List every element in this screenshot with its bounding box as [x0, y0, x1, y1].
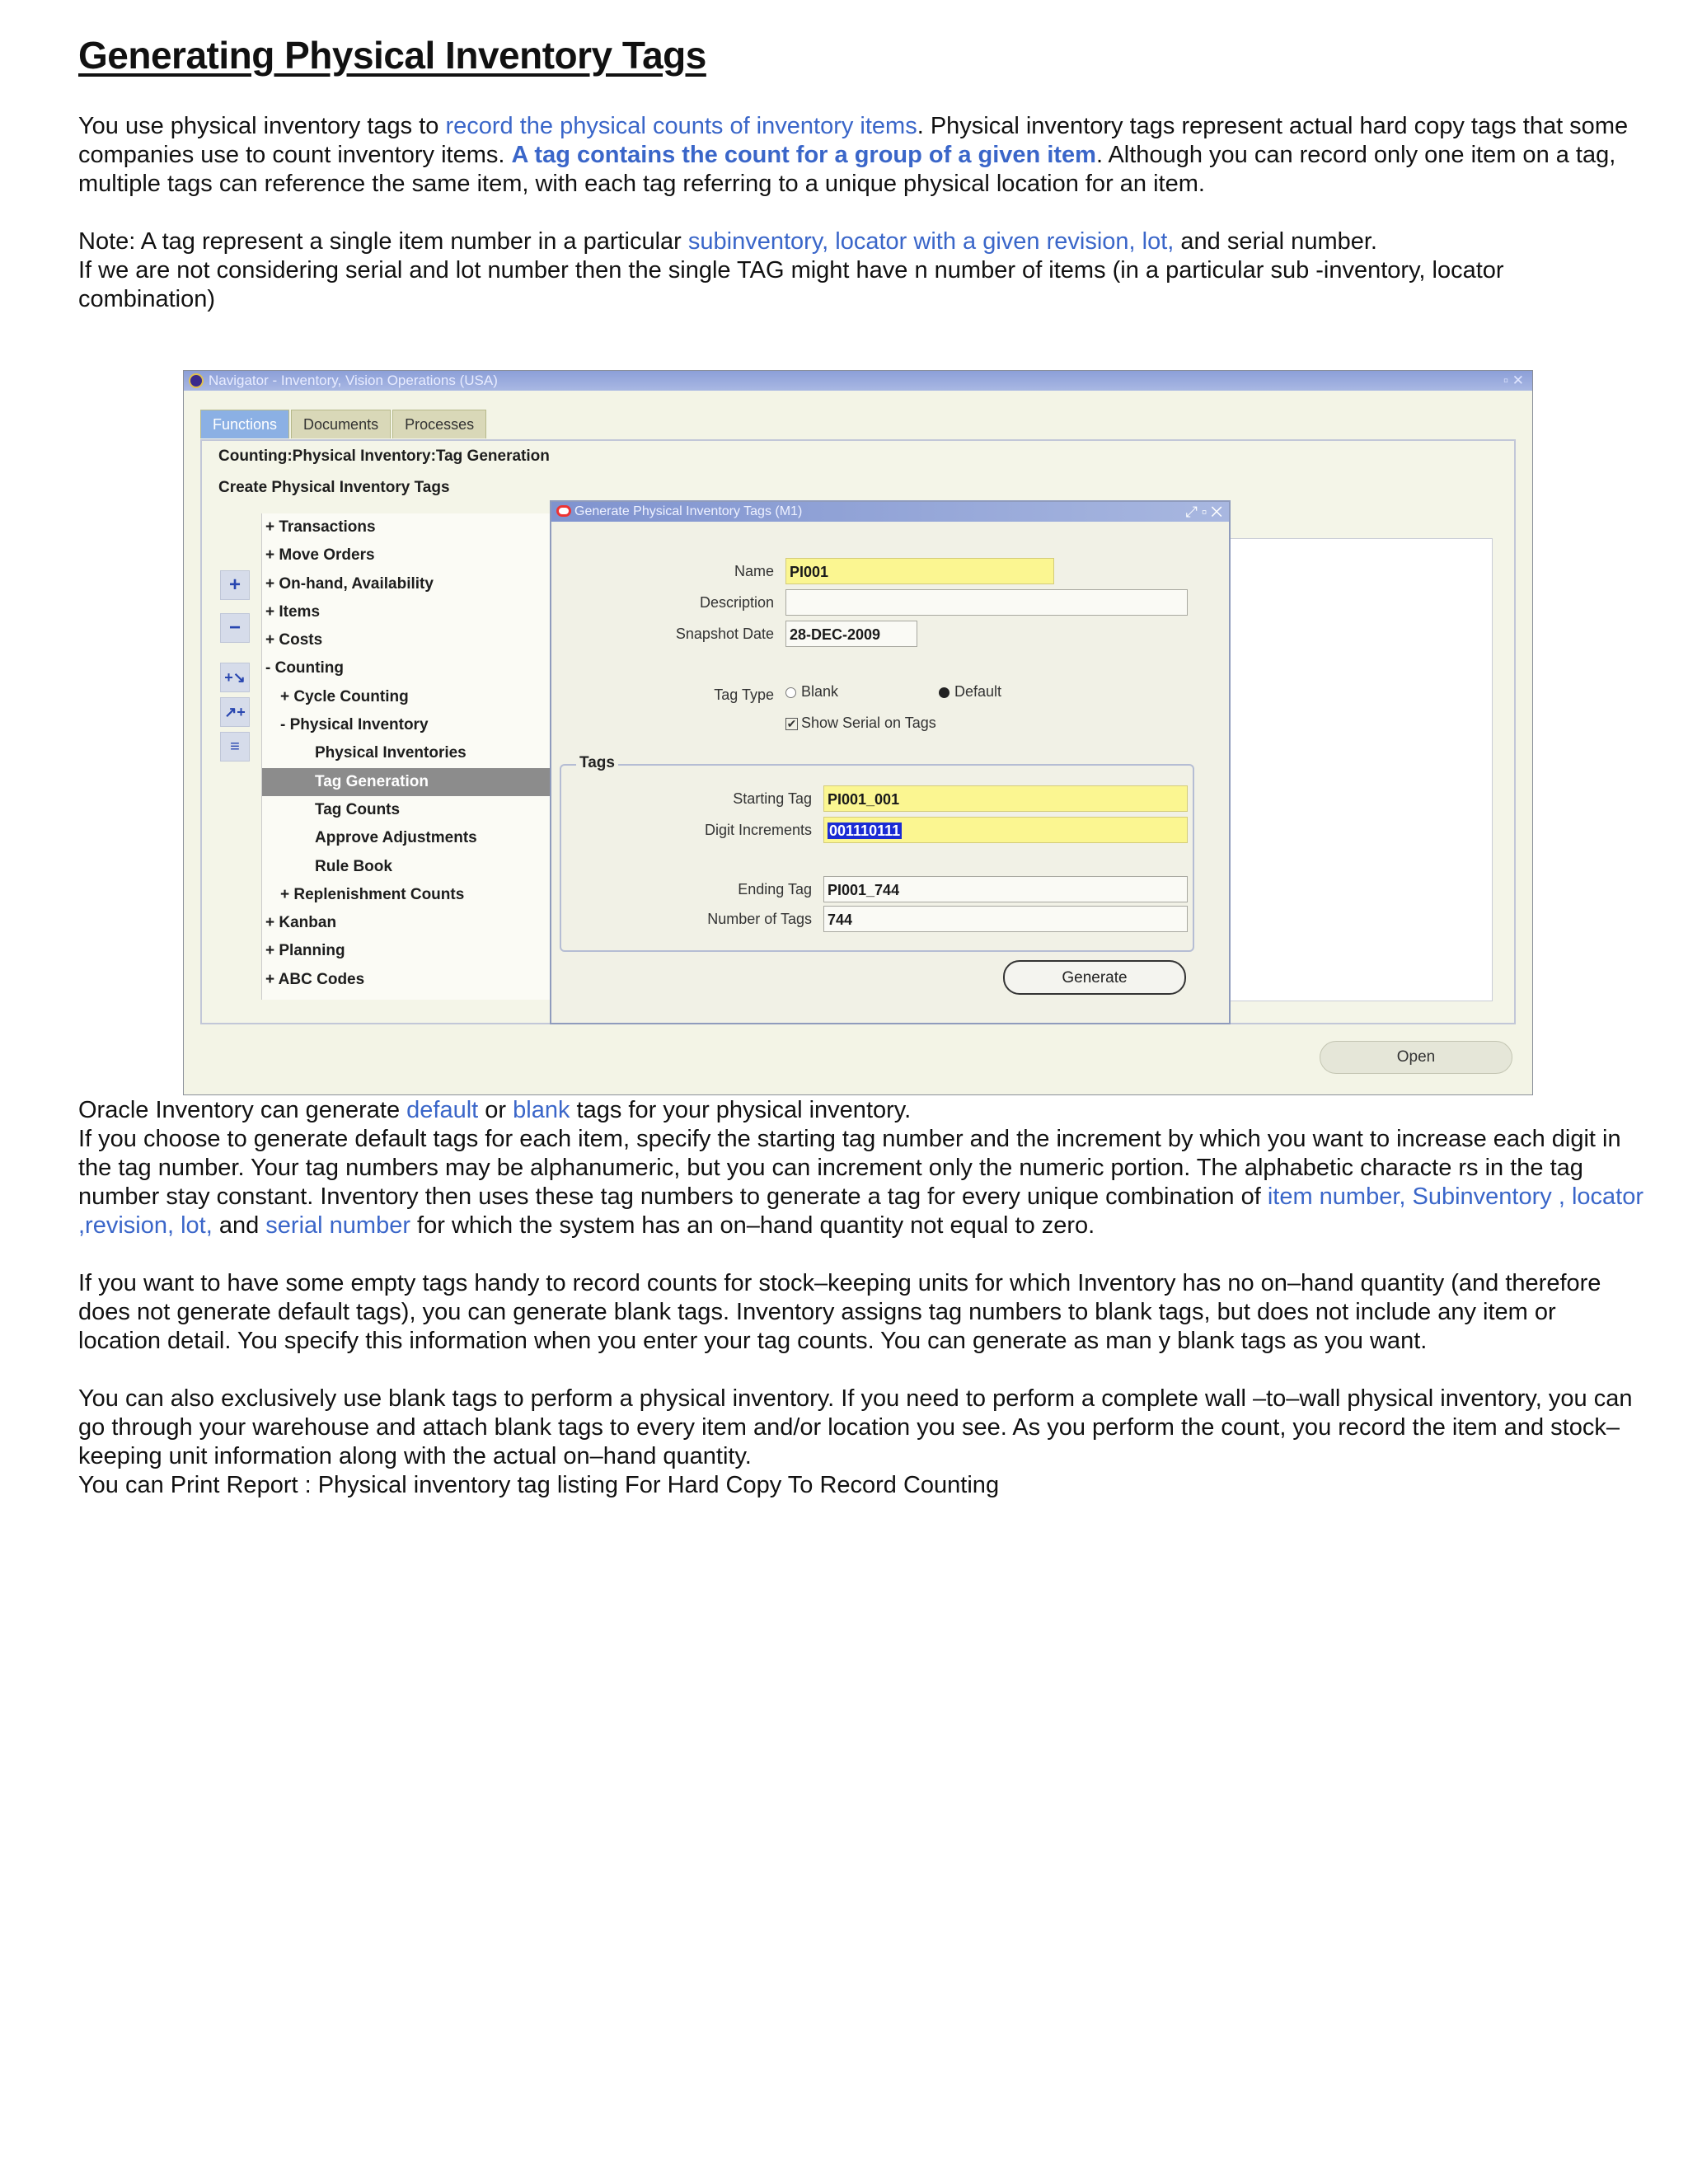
tree-toolbar	[220, 570, 250, 775]
tags-group	[560, 754, 1194, 952]
highlight-text: blank	[513, 1097, 570, 1123]
expand-icon[interactable]: +	[220, 570, 250, 600]
description-field[interactable]	[785, 589, 1188, 616]
tag-type-label: Tag Type	[714, 687, 774, 703]
document	[78, 33, 1644, 314]
tree-item[interactable]: Physical Inventories	[315, 744, 467, 762]
blank-radio[interactable]	[785, 683, 838, 701]
tree-item[interactable]: + Planning	[265, 942, 345, 960]
tab-documents[interactable]: Documents	[291, 410, 391, 438]
open-button[interactable]: Open	[1320, 1041, 1512, 1074]
bold-highlight-text: A tag contains the count for a group of a given item	[511, 142, 1096, 168]
text: . Physical inventory tags represent actual hard copy tags that some companies use to count inventory items.	[78, 113, 1629, 168]
number-of-tags-label: Number of Tags	[707, 911, 812, 927]
highlight-text: item number, Subinventory , locator ,revision, lot,	[78, 1183, 1643, 1239]
tab-processes[interactable]: Processes	[392, 410, 486, 438]
show-serial-checkbox[interactable]	[785, 715, 936, 732]
snapshot-date-label: Snapshot Date	[675, 626, 774, 642]
snapshot-date-field[interactable]: 28-DEC-2009	[785, 621, 917, 647]
ending-tag-label: Ending Tag	[738, 881, 812, 898]
tree-item[interactable]: + Replenishment Counts	[280, 885, 465, 903]
highlight-text: subinventory, locator with a given revision, lot,	[687, 228, 1175, 255]
tree-item[interactable]: + Kanban	[265, 914, 337, 932]
tree-item[interactable]: + ABC Codes	[265, 970, 365, 988]
wall-to-wall-paragraph: You can also exclusively use blank tags to perform a physical inventory. If you need to perform a complete wall –to–wall physical inventory, you can go through your warehouse and attach blank tags to every item and/or location you see. As you perform the count, you record the item and stock–keeping unit information along with the actual on–hand quantity.	[78, 1385, 1633, 1469]
window-title: Navigator - Inventory, Vision Operations (USA)	[209, 373, 498, 388]
tree-item[interactable]: - Counting	[265, 659, 344, 677]
description-label: Description	[699, 594, 774, 611]
highlight-text: default	[406, 1097, 479, 1123]
dialog-titlebar	[551, 502, 1229, 522]
blank-radio-label: Blank	[801, 683, 839, 700]
digit-increments-field[interactable]	[823, 817, 1188, 843]
starting-tag-field[interactable]: PI001_001	[823, 785, 1188, 812]
navigator-window	[183, 370, 1533, 1095]
oracle-icon	[556, 505, 571, 517]
tree-item[interactable]: - Physical Inventory	[280, 716, 429, 734]
ending-tag-field[interactable]: PI001_744	[823, 876, 1188, 902]
intro-paragraph	[78, 112, 1644, 199]
text: or	[478, 1097, 513, 1123]
collapse-icon[interactable]: −	[220, 613, 250, 643]
radio-icon	[785, 687, 796, 698]
text: for which the system has an on–hand quantity not equal to zero.	[410, 1212, 1095, 1239]
checkmark-icon: ✔	[786, 716, 797, 730]
function-tree	[261, 513, 555, 1000]
generate-button[interactable]: Generate	[1003, 960, 1186, 995]
text: Note: A tag represent a single item number in a particular	[78, 228, 688, 255]
oracle-logo-icon	[189, 373, 204, 388]
text: If you choose to generate default tags for each item, specify the starting tag number and the increment by which you want to increase each digit in the tag number. Your tag numbers may be alphanumeric, but you can increment only the numeric portion. The alphabetic characte rs in the tag number stay constant. Inventory then uses these tag numbers to generate a tag for every unique combination of	[78, 1126, 1621, 1210]
navigator-titlebar	[184, 371, 1532, 391]
dialog-title: Generate Physical Inventory Tags (M1)	[574, 504, 803, 518]
page-title: Generating Physical Inventory Tags	[78, 34, 706, 77]
text: and serial number.	[1174, 228, 1377, 255]
tree-item[interactable]: + Cycle Counting	[280, 687, 409, 705]
tree-item[interactable]: Tag Counts	[315, 800, 401, 818]
document-lower	[78, 1096, 1644, 1500]
blank-tags-paragraph: If you want to have some empty tags handy to record counts for stock–keeping units for which Inventory has no on–hand quantity (and therefore does not generate default tags), you can generate blank tags. Inventory assigns tag numbers to blank tags, but does not include any item or location detail. You specify this information when you enter your tag counts. You can generate as man y blank tags as you want.	[78, 1270, 1601, 1354]
digit-increments-label: Digit Increments	[704, 822, 812, 838]
text: tags for your physical inventory.	[570, 1097, 912, 1123]
text: . Although you can record only one item on a tag, multiple tags can reference the same item, with each tag referring to a unique physical location for an item.	[78, 142, 1616, 197]
default-radio[interactable]	[939, 683, 1001, 701]
dialog-controls-icon[interactable]: ⤢ ▫ ✕	[1185, 504, 1222, 520]
tree-item[interactable]: + Costs	[265, 631, 323, 649]
tree-item[interactable]: + Transactions	[265, 518, 376, 536]
show-serial-label: Show Serial on Tags	[801, 715, 936, 731]
tree-item[interactable]: Approve Adjustments	[315, 829, 477, 847]
tags-group-label: Tags	[576, 754, 618, 772]
expand-all-icon[interactable]: +↘	[220, 663, 250, 692]
number-of-tags-field[interactable]: 744	[823, 906, 1188, 932]
panel-subtitle: Create Physical Inventory Tags	[218, 479, 450, 496]
highlight-text: record the physical counts of inventory items	[445, 113, 917, 139]
text: You use physical inventory tags to	[78, 113, 446, 139]
starting-tag-label: Starting Tag	[733, 790, 812, 807]
tree-item-selected[interactable]: Tag Generation	[262, 768, 555, 796]
tree-item[interactable]: + On-hand, Availability	[265, 574, 434, 593]
window-controls-icon[interactable]: ▫ ✕	[1503, 373, 1524, 388]
text: and	[212, 1212, 266, 1239]
tree-item[interactable]: + Items	[265, 602, 321, 621]
tab-bar	[200, 410, 488, 439]
tree-item[interactable]: Rule Book	[315, 857, 392, 875]
note-paragraph-2: If we are not considering serial and lot number then the single TAG might have n number of items (in a particular sub -inventory, locator combination)	[78, 257, 1504, 312]
tag-types-paragraph	[78, 1096, 1644, 1125]
radio-selected-icon	[939, 687, 950, 698]
tree-item[interactable]: + Move Orders	[265, 546, 375, 565]
tab-functions[interactable]: Functions	[200, 410, 289, 438]
selected-text: 001110111	[829, 823, 901, 839]
text: Oracle Inventory can generate	[78, 1097, 407, 1123]
name-label: Name	[734, 563, 774, 579]
default-radio-label: Default	[954, 683, 1002, 700]
print-report-paragraph: You can Print Report : Physical inventory tag listing For Hard Copy To Record Counting	[78, 1472, 1000, 1498]
default-tags-paragraph	[78, 1125, 1644, 1240]
expand-branch-icon[interactable]: ↗+	[220, 697, 250, 727]
highlight-text: serial number	[265, 1212, 410, 1239]
breadcrumb: Counting:Physical Inventory:Tag Generation	[218, 448, 550, 465]
name-field[interactable]: PI001	[785, 558, 1054, 584]
note-paragraph	[78, 227, 1644, 256]
generate-tags-dialog	[550, 500, 1231, 1024]
collapse-all-icon[interactable]: ≡	[220, 732, 250, 762]
